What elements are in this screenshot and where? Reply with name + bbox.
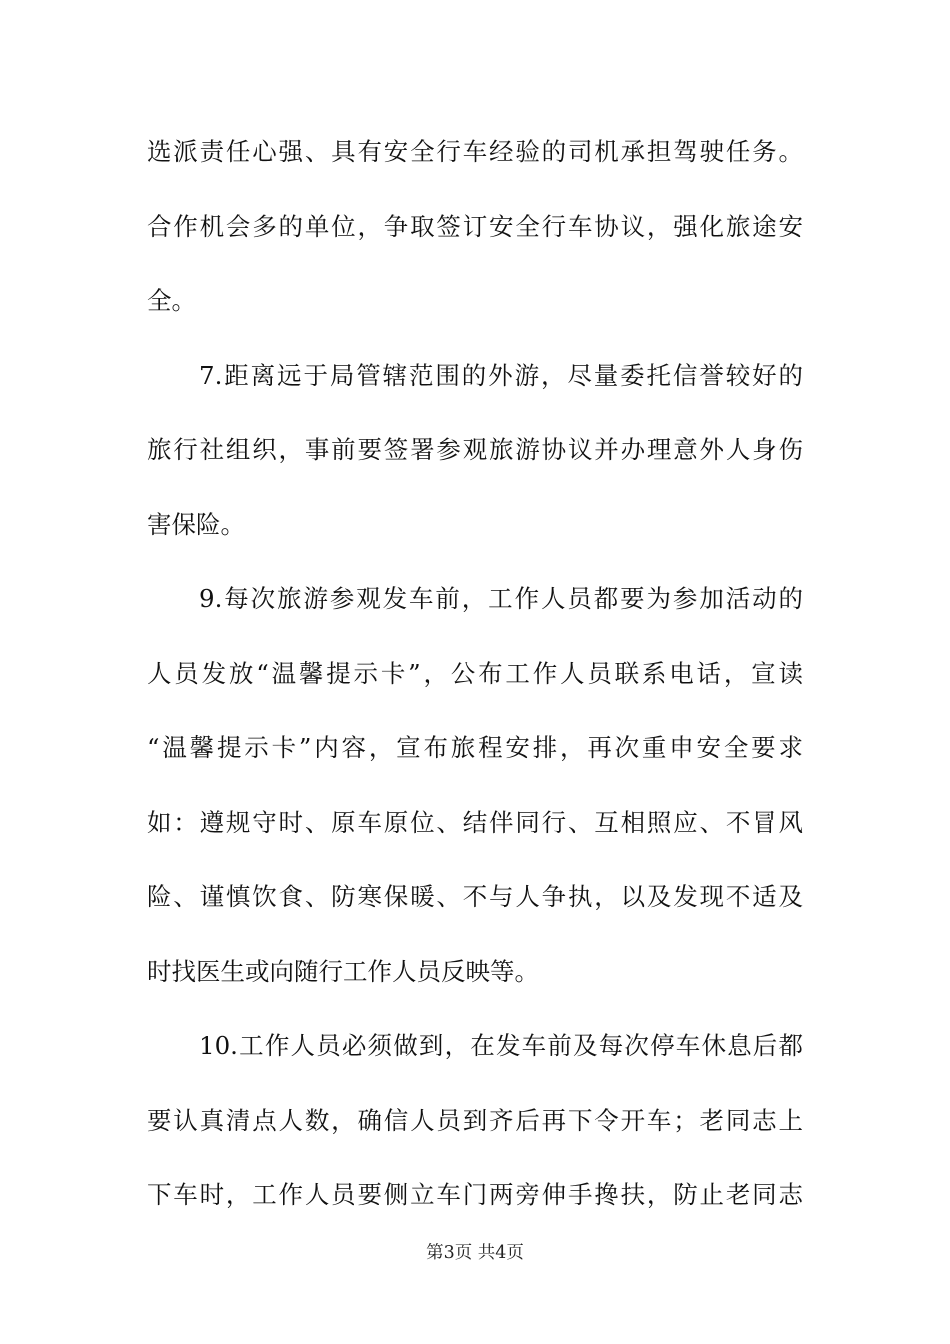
text-line: 合作机会多的单位，争取签订安全行车协议，强化旅途安 (147, 211, 803, 241)
document-body (147, 130, 803, 1248)
text-line: 旅行社组织，事前要签署参观旅游协议并办理意外人身伤 (147, 435, 803, 464)
text-line: 时找医生或向随行工作人员反映等。 (147, 956, 539, 986)
text-line: 要认真清点人数，确信人员到齐后再下令开车；老同志上 (147, 1105, 803, 1135)
text-line: 9.每次旅游参观发车前，工作人员都要为参加活动的 (199, 584, 803, 613)
text-line: 10.工作人员必须做到，在发车前及每次停车休息后都 (199, 1031, 803, 1060)
text-line: “温馨提示卡”内容，宣布旅程安排，再次重申安全要求 (147, 733, 803, 762)
text-line: 害保险。 (147, 509, 245, 539)
page-number-footer: 第3页 共4页 (426, 1243, 524, 1263)
text-line: 人员发放“温馨提示卡”，公布工作人员联系电话，宣读 (147, 658, 803, 688)
text-line: 下车时，工作人员要侧立车门两旁伸手搀扶，防止老同志 (147, 1180, 803, 1209)
text-line: 选派责任心强、具有安全行车经验的司机承担驾驶任务。 (147, 137, 803, 166)
text-line: 险、谨慎饮食、防寒保暖、不与人争执，以及发现不适及 (147, 882, 803, 911)
text-line: 7.距离远于局管辖范围的外游，尽量委托信誉较好的 (199, 360, 803, 390)
text-line: 如：遵规守时、原车原位、结伴同行、互相照应、不冒风 (147, 807, 803, 837)
text-line: 全。 (147, 286, 196, 315)
